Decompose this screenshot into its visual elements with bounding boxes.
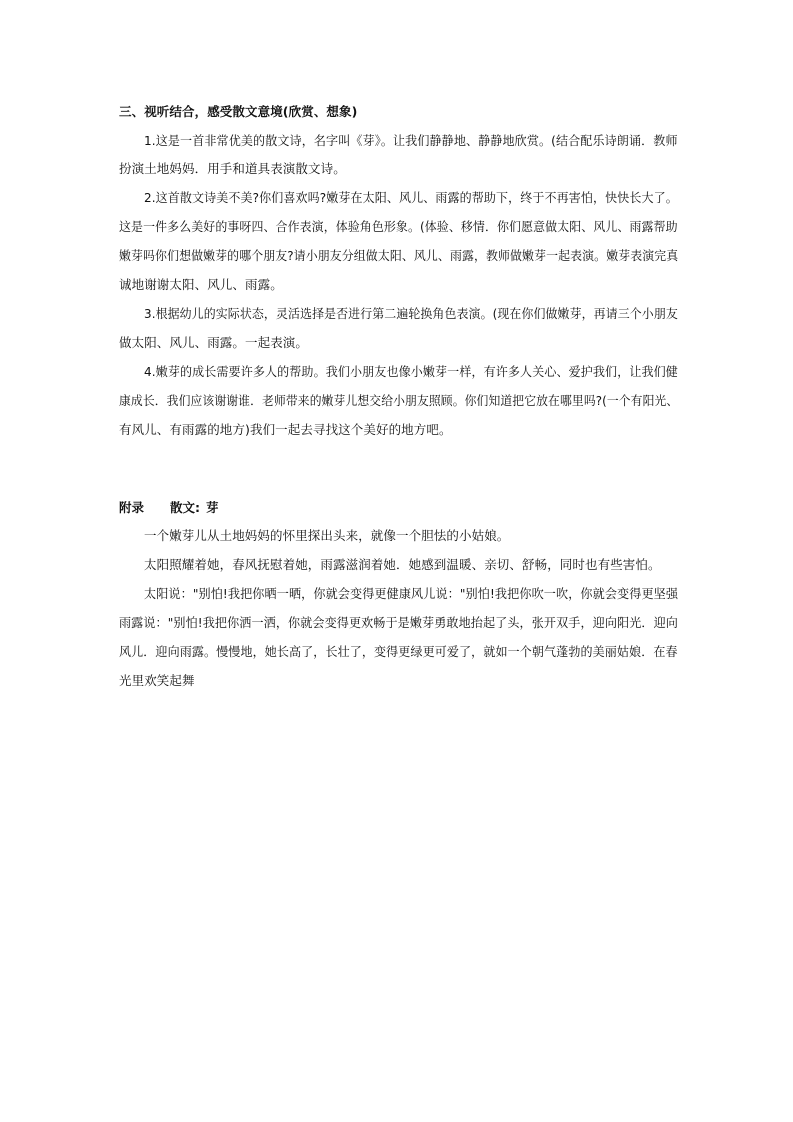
paragraph-line: 3.根据幼儿的实际状态，灵活选择是否进行第二遍轮换角色表演。(现在你们做嫩芽，再请三个小朋友 [144,306,678,321]
paragraph-line: 有风儿、有雨露的地方)我们一起去寻找这个美好的地方吧。 [119,422,452,437]
appendix-heading [119,500,219,516]
prose-line: 风儿．迎向雨露。慢慢地，她长高了，长壮了，变得更绿更可爱了，就如一个朝气蓬勃的美丽姑娘．在春 [119,644,678,659]
paragraph-line: 扮演土地妈妈．用手和道具表演散文诗。 [119,161,346,176]
prose-line: 太阳照耀着她，春风抚慰着她，雨露滋润着她．她感到温暖、亲切、舒畅，同时也有些害怕。 [144,557,661,572]
paragraph-line: 康成长．我们应该谢谢谁．老师带来的嫩芽儿想交给小朋友照顾。你们知道把它放在哪里吗?(一个有阳光、 [119,393,679,408]
appendix-label: 附录 [119,500,145,515]
paragraph-line: 1.这是一首非常优美的散文诗，名字叫《芽》。让我们静静地、静静地欣赏。(结合配乐诗朗诵．教师 [144,133,678,148]
section-heading: 三、视听结合，感受散文意境(欣赏、想象) [119,104,358,119]
appendix-type: 散文: [170,500,201,515]
paragraph-line: 这是一件多么美好的事呀四、合作表演，体验角色形象。(体验、移情．你们愿意做太阳、风儿、雨露帮助 [119,219,678,234]
paragraph-line: 2.这首散文诗美不美?你们喜欢吗?嫩芽在太阳、风儿、雨露的帮助下，终于不再害怕，快快长大了。 [144,190,678,205]
prose-line: 光里欢笑起舞 [119,673,195,688]
prose-line: 一个嫩芽儿从土地妈妈的怀里探出头来，就像一个胆怯的小姑娘。 [144,528,510,543]
appendix-title: 芽 [206,500,219,515]
paragraph-line: 4.嫩芽的成长需要许多人的帮助。我们小朋友也像小嫩芽一样，有许多人关心、爱护我们，让我们健 [144,364,678,379]
prose-line: 太阳说："别怕!我把你晒一晒，你就会变得更健康风儿说："别怕!我把你吹一吹，你就会变得更坚强 [144,586,679,601]
paragraph-line: 做太阳、风儿、雨露。一起表演。 [119,335,309,350]
paragraph-line: 嫩芽吗你们想做嫩芽的哪个朋友?请小朋友分组做太阳、风儿、雨露，教师做嫩芽一起表演。嫩芽表演完真 [119,248,679,263]
paragraph-line: 诚地谢谢太阳、风儿、雨露。 [119,277,283,292]
prose-line: 雨露说："别怕!我把你洒一洒，你就会变得更欢畅于是嫩芽勇敢地抬起了头，张开双手，迎向阳光．迎向 [119,615,678,630]
